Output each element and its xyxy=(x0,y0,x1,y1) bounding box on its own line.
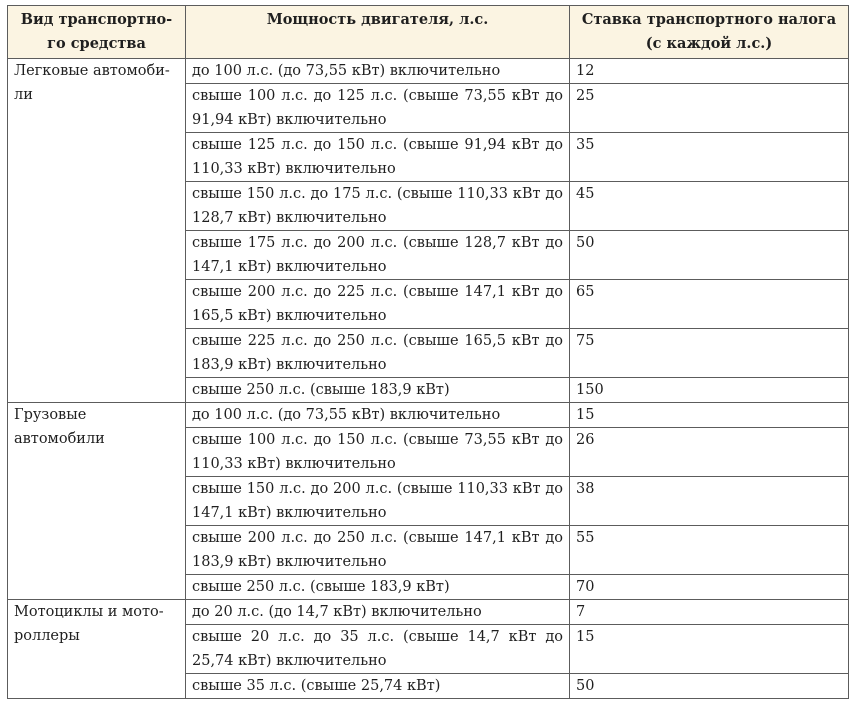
rate-cell: 15 xyxy=(570,625,849,674)
rate-cell: 26 xyxy=(570,428,849,477)
power-cell: свыше 100 л.с. до 150 л.с. (свыше 73,55 кВт до 110,33 кВт) включительно xyxy=(186,428,570,477)
power-cell: свыше 35 л.с. (свыше 25,74 кВт) xyxy=(186,674,570,699)
rate-cell: 25 xyxy=(570,84,849,133)
vehicle-type-line: ли xyxy=(14,87,33,103)
header-vehicle-type xyxy=(8,6,186,59)
vehicle-type-cars xyxy=(8,59,186,403)
rate-cell: 150 xyxy=(570,378,849,403)
header-engine-power-line: Мощность двигателя, л.с. xyxy=(266,11,489,28)
power-cell: до 100 л.с. (до 73,55 кВт) включительно xyxy=(186,403,570,428)
rate-cell: 15 xyxy=(570,403,849,428)
power-cell: свыше 125 л.с. до 150 л.с. (свыше 91,94 кВт до 110,33 кВт) включительно xyxy=(186,133,570,182)
header-tax-rate xyxy=(570,6,849,59)
transport-tax-table xyxy=(7,5,849,699)
rate-cell: 35 xyxy=(570,133,849,182)
power-cell: свыше 150 л.с. до 175 л.с. (свыше 110,33 кВт до 128,7 кВт) включительно xyxy=(186,182,570,231)
power-cell: свыше 250 л.с. (свыше 183,9 кВт) xyxy=(186,378,570,403)
power-cell: до 100 л.с. (до 73,55 кВт) включительно xyxy=(186,59,570,84)
rate-cell: 12 xyxy=(570,59,849,84)
vehicle-type-line: роллеры xyxy=(14,628,80,644)
rate-cell: 50 xyxy=(570,674,849,699)
rate-cell: 65 xyxy=(570,280,849,329)
vehicle-type-line: Мотоциклы и мото- xyxy=(14,604,164,620)
power-cell: свыше 200 л.с. до 225 л.с. (свыше 147,1 кВт до 165,5 кВт) включительно xyxy=(186,280,570,329)
header-vehicle-type-line: го средства xyxy=(47,35,146,52)
power-cell: свыше 175 л.с. до 200 л.с. (свыше 128,7 кВт до 147,1 кВт) включительно xyxy=(186,231,570,280)
table-row xyxy=(8,59,849,84)
power-cell: свыше 200 л.с. до 250 л.с. (свыше 147,1 кВт до 183,9 кВт) включительно xyxy=(186,526,570,575)
power-cell: до 20 л.с. (до 14,7 кВт) включительно xyxy=(186,600,570,625)
power-cell: свыше 20 л.с. до 35 л.с. (свыше 14,7 кВт до 25,74 кВт) включительно xyxy=(186,625,570,674)
rate-cell: 55 xyxy=(570,526,849,575)
header-tax-rate-line: (с каждой л.с.) xyxy=(645,35,773,52)
vehicle-type-motorcycles xyxy=(8,600,186,699)
rate-cell: 50 xyxy=(570,231,849,280)
power-cell: свыше 225 л.с. до 250 л.с. (свыше 165,5 кВт до 183,9 кВт) включительно xyxy=(186,329,570,378)
vehicle-type-trucks xyxy=(8,403,186,600)
power-cell: свыше 250 л.с. (свыше 183,9 кВт) xyxy=(186,575,570,600)
table-row xyxy=(8,600,849,625)
vehicle-type-line: Легковые автомоби- xyxy=(14,63,170,79)
rate-cell: 45 xyxy=(570,182,849,231)
vehicle-type-line: Грузовые автомобили xyxy=(14,407,105,447)
rate-cell: 38 xyxy=(570,477,849,526)
rate-cell: 7 xyxy=(570,600,849,625)
power-cell: свыше 100 л.с. до 125 л.с. (свыше 73,55 кВт до 91,94 кВт) включительно xyxy=(186,84,570,133)
power-cell: свыше 150 л.с. до 200 л.с. (свыше 110,33 кВт до 147,1 кВт) включительно xyxy=(186,477,570,526)
header-tax-rate-line: Ставка транспортного налога xyxy=(581,11,837,28)
header-engine-power xyxy=(186,6,570,59)
rate-cell: 75 xyxy=(570,329,849,378)
rate-cell: 70 xyxy=(570,575,849,600)
table-header-row xyxy=(8,6,849,59)
header-vehicle-type-line: Вид транспортно- xyxy=(20,11,173,28)
table-row xyxy=(8,403,849,428)
